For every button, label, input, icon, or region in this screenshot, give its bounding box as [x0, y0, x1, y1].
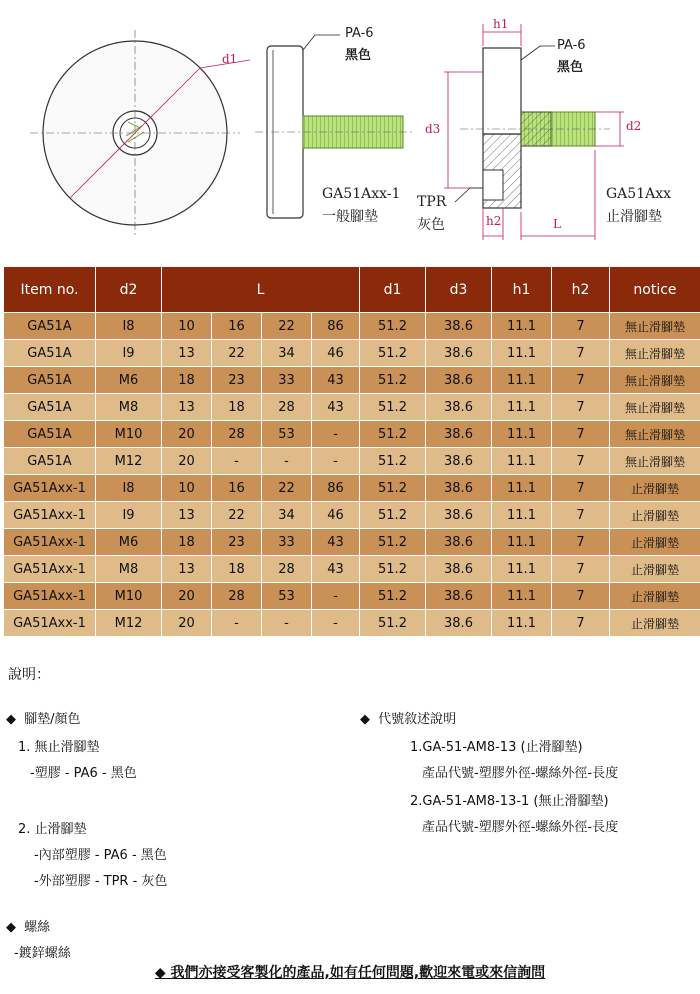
section-code-desc-title: 代號敘述說明 [378, 712, 457, 727]
table-cell: 86 [312, 313, 360, 340]
table-cell: 22 [262, 313, 312, 340]
table-cell: 46 [312, 502, 360, 529]
table-cell-notice: 止滑腳墊 [610, 475, 700, 502]
table-cell: 7 [552, 340, 610, 367]
table-row [4, 394, 700, 421]
top-view-disc [30, 30, 250, 236]
table-cell: 7 [552, 583, 610, 610]
table-row [4, 367, 700, 394]
table-row [4, 610, 700, 637]
table-cell: - [212, 448, 262, 475]
label-type-right: 止滑腳墊 [606, 209, 662, 225]
label-material-right: PA-6 [557, 38, 586, 53]
table-cell: 38.6 [426, 556, 492, 583]
label-d1: d1 [222, 52, 238, 66]
table-cell: M10 [96, 583, 162, 610]
table-cell: 51.2 [360, 556, 426, 583]
section-screw [6, 916, 50, 935]
table-cell: 43 [312, 394, 360, 421]
label-color-right: 黑色 [557, 60, 584, 75]
label-tpr: TPR [417, 194, 447, 210]
table-row [4, 313, 700, 340]
table-cell: 13 [162, 340, 212, 367]
table-cell: 46 [312, 340, 360, 367]
label-d2: d2 [626, 119, 642, 133]
table-cell: I9 [96, 502, 162, 529]
table-cell: 34 [262, 502, 312, 529]
table-body [4, 313, 700, 637]
table-cell: GA51A [4, 421, 96, 448]
table-cell-notice: 止滑腳墊 [610, 556, 700, 583]
table-cell: I8 [96, 313, 162, 340]
table-cell: GA51A [4, 394, 96, 421]
table-cell: 20 [162, 583, 212, 610]
table-row [4, 556, 700, 583]
item1-line1: -塑膠 - PA6 - 黑色 [30, 766, 137, 781]
table-cell: 11.1 [492, 529, 552, 556]
label-model-right: GA51Axx [606, 186, 672, 202]
header-d2: d2 [96, 267, 162, 313]
table-cell: 18 [212, 394, 262, 421]
table-cell: GA51Axx-1 [4, 610, 96, 637]
table-cell: 51.2 [360, 529, 426, 556]
table-cell: 11.1 [492, 340, 552, 367]
table-cell: 38.6 [426, 421, 492, 448]
table-cell: 51.2 [360, 475, 426, 502]
table-cell: M10 [96, 421, 162, 448]
table-cell: 10 [162, 475, 212, 502]
table-cell: GA51Axx-1 [4, 556, 96, 583]
section-code-desc [360, 708, 456, 727]
label-tpr-color: 灰色 [417, 217, 445, 233]
table-cell: 7 [552, 475, 610, 502]
table-cell: 11.1 [492, 367, 552, 394]
table-cell: 86 [312, 475, 360, 502]
item2-line2: -外部塑膠 - TPR - 灰色 [34, 874, 168, 889]
header-h2: h2 [552, 267, 610, 313]
table-cell: GA51Axx-1 [4, 529, 96, 556]
table-cell: 11.1 [492, 475, 552, 502]
table-cell: 22 [212, 340, 262, 367]
table-cell: 11.1 [492, 421, 552, 448]
table-cell: - [312, 421, 360, 448]
table-row [4, 502, 700, 529]
table-cell: 7 [552, 448, 610, 475]
table-cell-notice: 止滑腳墊 [610, 529, 700, 556]
table-cell: 7 [552, 313, 610, 340]
table-cell: 28 [262, 556, 312, 583]
table-cell: 51.2 [360, 313, 426, 340]
table-cell: 51.2 [360, 502, 426, 529]
table-cell-notice: 止滑腳墊 [610, 610, 700, 637]
table-row [4, 475, 700, 502]
table-cell: 11.1 [492, 556, 552, 583]
table-cell: 38.6 [426, 313, 492, 340]
table-cell: 28 [262, 394, 312, 421]
table-cell: 11.1 [492, 583, 552, 610]
table-cell: 11.1 [492, 610, 552, 637]
header-d3: d3 [426, 267, 492, 313]
label-type-middle: 一般腳墊 [322, 209, 378, 225]
table-cell: 7 [552, 367, 610, 394]
table-cell: M6 [96, 529, 162, 556]
table-cell: GA51Axx-1 [4, 583, 96, 610]
table-cell-notice: 無止滑腳墊 [610, 367, 700, 394]
table-cell: 43 [312, 367, 360, 394]
table-cell: 16 [212, 313, 262, 340]
table-cell: 53 [262, 421, 312, 448]
table-cell: 7 [552, 556, 610, 583]
table-cell: M12 [96, 610, 162, 637]
table-cell: 23 [212, 529, 262, 556]
table-cell: 34 [262, 340, 312, 367]
table-cell: I8 [96, 475, 162, 502]
table-cell: - [312, 610, 360, 637]
table-cell: 23 [212, 367, 262, 394]
table-cell: 43 [312, 529, 360, 556]
table-cell: 28 [212, 583, 262, 610]
table-cell: 38.6 [426, 583, 492, 610]
table-cell-notice: 無止滑腳墊 [610, 340, 700, 367]
table-cell: 51.2 [360, 610, 426, 637]
table-cell: 11.1 [492, 448, 552, 475]
table-cell: 11.1 [492, 394, 552, 421]
table-cell: M6 [96, 367, 162, 394]
header-notice: notice [610, 267, 700, 313]
table-cell: GA51A [4, 448, 96, 475]
table-cell-notice: 無止滑腳墊 [610, 313, 700, 340]
table-cell: 51.2 [360, 367, 426, 394]
table-cell: 7 [552, 394, 610, 421]
code1: 1.GA-51-AM8-13 (止滑腳墊) [410, 740, 583, 755]
table-cell: 11.1 [492, 502, 552, 529]
section-footpad-color-title: 腳墊/顏色 [24, 712, 81, 727]
table-cell-notice: 無止滑腳墊 [610, 394, 700, 421]
table-cell: 7 [552, 421, 610, 448]
label-model-middle: GA51Axx-1 [322, 186, 401, 202]
table-cell-notice: 止滑腳墊 [610, 583, 700, 610]
table-cell: GA51A [4, 313, 96, 340]
table-cell: 18 [212, 556, 262, 583]
notes-title: 說明： [8, 667, 50, 683]
table-row [4, 583, 700, 610]
table-cell: 20 [162, 610, 212, 637]
table-cell: 43 [312, 556, 360, 583]
table-row [4, 340, 700, 367]
label-material-middle: PA-6 [345, 26, 374, 41]
table-cell: 51.2 [360, 394, 426, 421]
table-cell: GA51Axx-1 [4, 475, 96, 502]
table-cell: 13 [162, 556, 212, 583]
table-cell: 38.6 [426, 367, 492, 394]
side-view-antislip [444, 24, 624, 240]
header-d1: d1 [360, 267, 426, 313]
table-row [4, 448, 700, 475]
label-h2: h2 [486, 214, 502, 228]
table-cell: 51.2 [360, 583, 426, 610]
code2-desc: 產品代號-塑膠外徑-螺絲外徑-長度 [422, 820, 619, 835]
table-cell: 20 [162, 421, 212, 448]
table-cell: 18 [162, 529, 212, 556]
table-row [4, 529, 700, 556]
label-color-middle: 黑色 [345, 48, 372, 63]
table-cell: 16 [212, 475, 262, 502]
diamond-bullet-icon: ◆ [360, 712, 370, 727]
table-header-row [4, 267, 700, 313]
table-cell: 38.6 [426, 529, 492, 556]
table-cell: 38.6 [426, 475, 492, 502]
table-cell: - [312, 448, 360, 475]
table-cell: 51.2 [360, 421, 426, 448]
table-cell: - [262, 448, 312, 475]
label-h1: h1 [493, 17, 509, 31]
code1-desc: 產品代號-塑膠外徑-螺絲外徑-長度 [422, 766, 619, 781]
table-cell: 20 [162, 448, 212, 475]
table-cell: M8 [96, 394, 162, 421]
table-cell: 7 [552, 502, 610, 529]
section-screw-title: 螺絲 [24, 920, 51, 935]
notes-section [0, 650, 700, 994]
table-cell: 7 [552, 529, 610, 556]
table-cell: 13 [162, 394, 212, 421]
table-cell: 38.6 [426, 394, 492, 421]
spec-table [3, 266, 700, 637]
label-d3: d3 [425, 122, 441, 136]
table-cell: GA51A [4, 340, 96, 367]
table-cell: - [312, 583, 360, 610]
code2: 2.GA-51-AM8-13-1 (無止滑腳墊) [410, 794, 609, 809]
table-cell: 33 [262, 529, 312, 556]
table-cell: 38.6 [426, 610, 492, 637]
item1-title: 1. 無止滑腳墊 [18, 740, 100, 755]
table-cell: 18 [162, 367, 212, 394]
diamond-bullet-icon: ◆ [6, 712, 16, 727]
table-cell: 7 [552, 610, 610, 637]
table-cell: 28 [212, 421, 262, 448]
item2-title: 2. 止滑腳墊 [18, 822, 87, 837]
table-cell: 53 [262, 583, 312, 610]
table-cell: 38.6 [426, 502, 492, 529]
table-cell: - [262, 610, 312, 637]
table-cell: GA51Axx-1 [4, 502, 96, 529]
screw-line1: -鍍鋅螺絲 [14, 946, 71, 961]
table-cell: 33 [262, 367, 312, 394]
table-cell: GA51A [4, 367, 96, 394]
section-footpad-color [6, 708, 81, 727]
label-L: L [553, 217, 561, 231]
item2-line1: -內部塑膠 - PA6 - 黑色 [34, 848, 167, 863]
table-cell: 11.1 [492, 313, 552, 340]
table-cell: 38.6 [426, 448, 492, 475]
table-cell: 13 [162, 502, 212, 529]
table-cell-notice: 無止滑腳墊 [610, 448, 700, 475]
table-row [4, 421, 700, 448]
table-cell: I9 [96, 340, 162, 367]
table-cell: 22 [212, 502, 262, 529]
header-item-no: Item no. [4, 267, 96, 313]
header-L: L [162, 267, 360, 313]
table-cell-notice: 無止滑腳墊 [610, 421, 700, 448]
table-cell: 51.2 [360, 340, 426, 367]
table-cell: 51.2 [360, 448, 426, 475]
diamond-bullet-icon: ◆ [6, 920, 16, 935]
table-cell: - [212, 610, 262, 637]
header-h1: h1 [492, 267, 552, 313]
table-cell: M12 [96, 448, 162, 475]
table-cell: 22 [262, 475, 312, 502]
table-cell: 10 [162, 313, 212, 340]
table-cell: 38.6 [426, 340, 492, 367]
footer-contact-note: ◆ 我們亦接受客製化的產品,如有任何問題,歡迎來電或來信詢問 [154, 965, 546, 981]
table-cell-notice: 止滑腳墊 [610, 502, 700, 529]
table-cell: M8 [96, 556, 162, 583]
technical-drawings [0, 0, 700, 262]
